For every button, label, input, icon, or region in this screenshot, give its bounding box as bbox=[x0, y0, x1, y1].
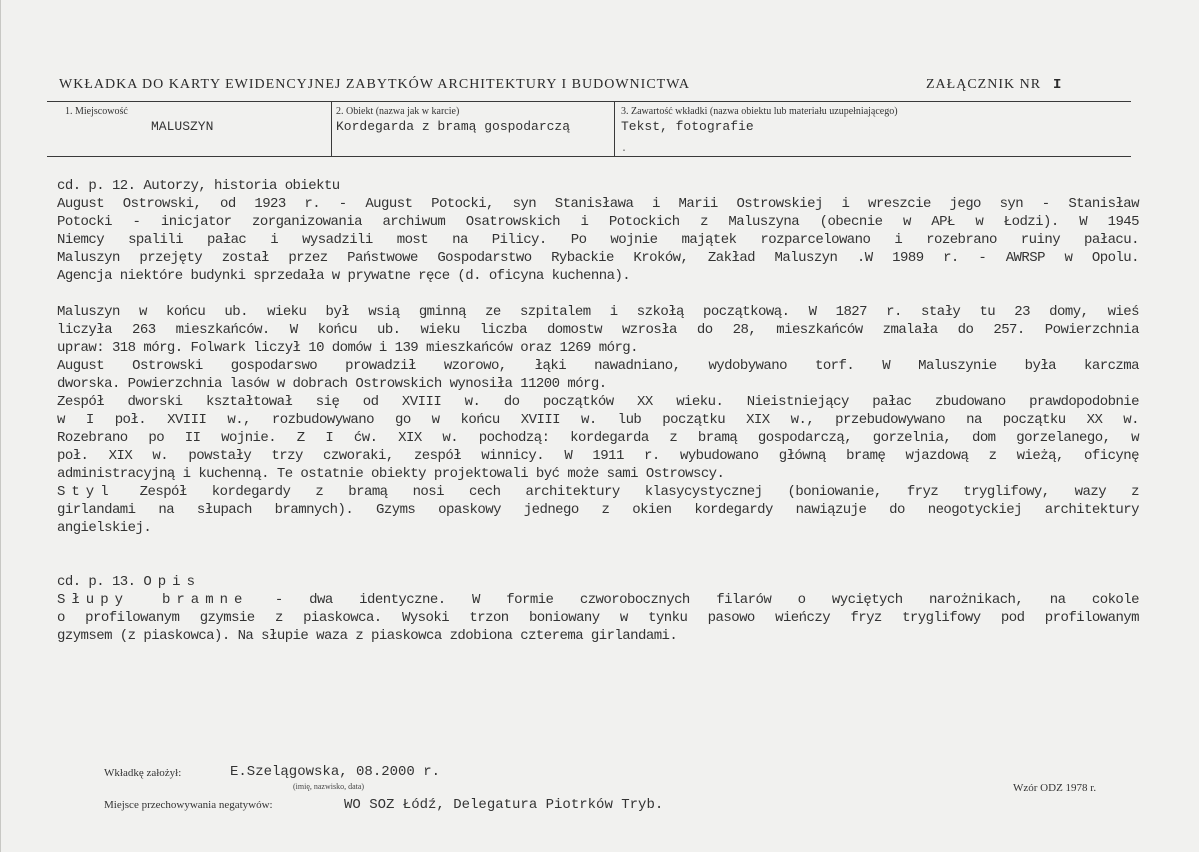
heading-word: Opis bbox=[143, 574, 201, 590]
content-label: 3. Zawartość wkładki (nazwa obiektu lub materiału uzupełniającego) bbox=[621, 106, 898, 117]
place-value: MALUSZYN bbox=[151, 119, 214, 134]
text-line: August Ostrowski, od 1923 r. - August Potocki, syn Stanisława i Marii Ostrowskiej i wreszcie jego syn - Stanisław bbox=[57, 196, 1139, 212]
text-line: upraw: 318 mórg. Folwark liczył 10 domów i 139 mieszkańców oraz 1269 mórg. bbox=[57, 340, 639, 356]
text-line bbox=[57, 591, 1139, 609]
annex-number-value: I bbox=[1053, 77, 1062, 93]
header-fields-table bbox=[47, 101, 1131, 157]
text-line: o profilowanym gzymsie z piaskowca. Wysoki trzon boniowany w tynku pasowo wieńczy fryz tryglifowy pod profilowanym bbox=[57, 610, 1139, 626]
text-line bbox=[57, 483, 1139, 501]
author-label: Wkładkę założył: bbox=[104, 767, 182, 779]
style-text: Zespół kordegardy z bramą nosi cech architektury klasycystycznej (boniowanie, fryz tryglifowy, wazy z bbox=[139, 484, 1139, 500]
place-label: 1. Miejscowość bbox=[65, 106, 128, 117]
object-value: Kordegarda z bramą gospodarczą bbox=[336, 119, 571, 134]
text-line: Potocki - inicjator zorganizowania archiwum Osatrowskich i Potockich z Maluszyna (obecnie w APŁ w Łodzi). W 1945 bbox=[57, 214, 1139, 230]
text-line: administracyjną i kuchenną. Te ostatnie obiekty projektowali być może sami Ostrowscy. bbox=[57, 466, 725, 482]
text-line: August Ostrowski gospodarswo prowadził wzorowo, łąki nawadniano, wydobywano torf. W Maluszynie była karczma bbox=[57, 358, 1139, 374]
text-line: Agencja niektóre budynki sprzedała w prywatne ręce (d. oficyna kuchenna). bbox=[57, 268, 631, 284]
style-word: Styl bbox=[57, 484, 115, 500]
place-cell bbox=[47, 102, 331, 156]
content-mark: . bbox=[621, 144, 628, 155]
document-body bbox=[57, 177, 1139, 645]
text-line: angielskiej. bbox=[57, 520, 152, 536]
pillars-text: - dwa identyczne. W formie czworobocznych filarów o wyciętych narożnikach, na cokole bbox=[274, 592, 1139, 608]
text-line: Maluszyn w końcu ub. wieku był wsią gminną ze szpitalem i szkołą początkową. W 1827 r. stały tu 23 domy, wieś bbox=[57, 304, 1139, 320]
text-line: girlandami na słupach bramnych). Gzyms opaskowy jednego z okien kordegardy nawiązuje do neogotyckiej architektury bbox=[57, 502, 1139, 518]
section-heading-description bbox=[57, 573, 1139, 591]
form-pattern: Wzór ODZ 1978 r. bbox=[1013, 782, 1097, 794]
pillars-word: Słupy bramne bbox=[57, 592, 249, 608]
content-cell bbox=[614, 102, 1131, 156]
content-value: Tekst, fotografie bbox=[621, 119, 754, 134]
text-line: w I poł. XVIII w., rozbudowywano go w końcu XVIII w. lub początku XIX w., przebudowywano na początku XX w. bbox=[57, 412, 1139, 428]
annex-label: ZAŁĄCZNIK NR bbox=[926, 77, 1042, 92]
text-line: Rozebrano po II wojnie. Z I ćw. XIX w. pochodzą: kordegarda z bramą gospodarczą, gorzelnia, dom gorzelanego, w bbox=[57, 430, 1139, 446]
heading-prefix: cd. p. 13. bbox=[57, 574, 136, 590]
text-line: Niemcy spalili pałac i wysadzili most na Pilicy. Po wojnie majątek rozparcelowano i rozebrano ruiny pałacu. bbox=[57, 232, 1139, 248]
text-line: liczyła 263 mieszkańców. W końcu ub. wieku liczba domostw wzrosła do 28, mieszkańców zmalała do 257. Powierzchnia bbox=[57, 322, 1139, 338]
storage-label: Miejsce przechowywania negatywów: bbox=[104, 799, 273, 811]
text-line: dworska. Powierzchnia lasów w dobrach Ostrowskich wynosiła 11200 mórg. bbox=[57, 376, 607, 392]
storage-value: WO SOZ Łódź, Delegatura Piotrków Tryb. bbox=[344, 797, 664, 813]
object-cell bbox=[331, 102, 614, 156]
object-label: 2. Obiekt (nazwa jak w karcie) bbox=[336, 106, 460, 117]
text-line: Zespół dworski kształtował się od XVIII w. do początków XX wieku. Nieistniejący pałac zbudowano prawdopodobnie bbox=[57, 394, 1139, 410]
annex-number bbox=[926, 77, 1061, 93]
section-heading-history: cd. p. 12. Autorzy, historia obiektu bbox=[57, 178, 340, 194]
text-line: poł. XIX w. powstały trzy czworaki, zespół winnicy. W 1911 r. wybudowano główną bramę wjazdową z wieżą, oficynę bbox=[57, 448, 1139, 464]
document-title: WKŁADKA DO KARTY EWIDENCYJNEJ ZABYTKÓW ARCHITEKTURY I BUDOWNICTWA bbox=[59, 77, 690, 92]
text-line: Maluszyn przejęty został przez Państwowe Gospodarstwo Rybackie Kroków, Zakład Maluszyn .W 1989 r. - AWRSP w Opolu. bbox=[57, 250, 1139, 266]
author-note: (imię, nazwisko, data) bbox=[293, 782, 365, 791]
author-value: E.Szelągowska, 08.2000 r. bbox=[230, 764, 441, 780]
text-line: gzymsem (z piaskowca). Na słupie waza z piaskowca zdobiona czterema girlandami. bbox=[57, 628, 678, 644]
